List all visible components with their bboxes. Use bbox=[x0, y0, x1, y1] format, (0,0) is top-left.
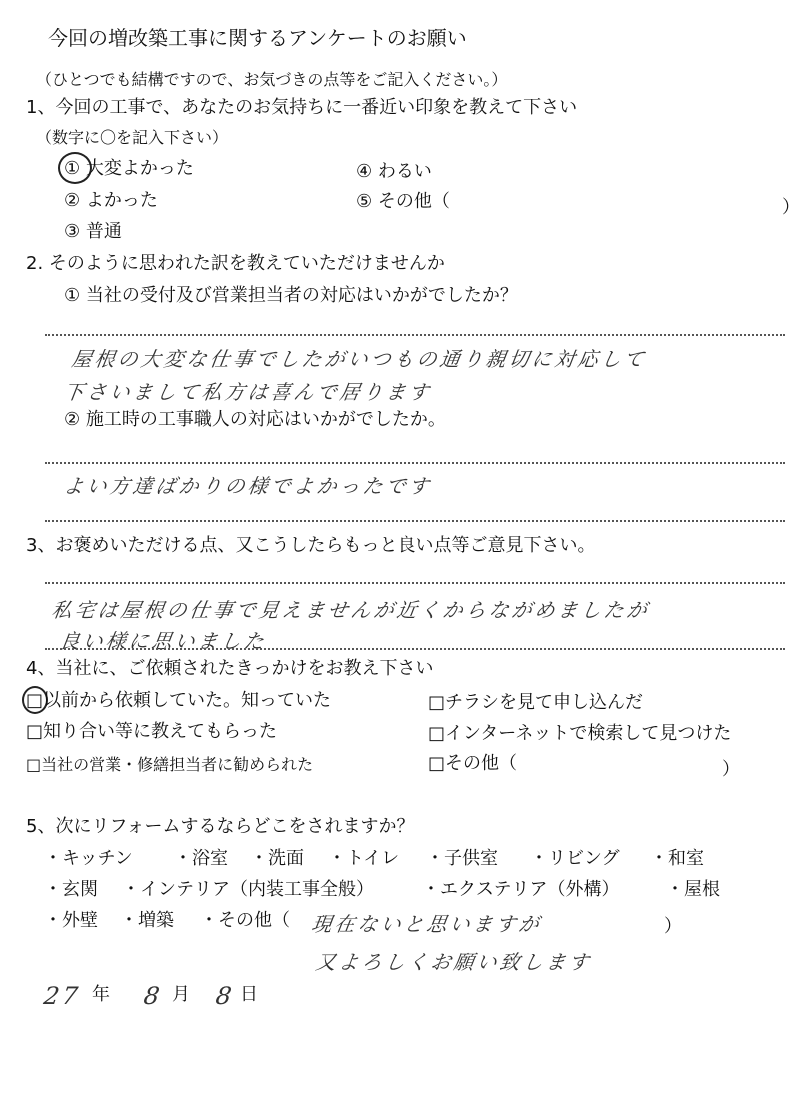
q4-option-2[interactable]: □チラシを見て申し込んだ bbox=[428, 692, 644, 713]
question-1: 1、今回の工事で、あなたのお気持ちに一番近い印象を教えて下さい bbox=[26, 97, 578, 118]
date-year-label: 年 bbox=[92, 984, 110, 1005]
q5-option-kitchen[interactable]: ・キッチン bbox=[44, 848, 133, 869]
question-5: 5、次にリフォームするならどこをされますか？ bbox=[26, 816, 415, 837]
answer-line bbox=[45, 520, 785, 522]
handwritten-answer-5-line-2: 又よろしくお願い致します bbox=[314, 950, 594, 974]
q5-option-entrance[interactable]: ・玄関 bbox=[44, 879, 98, 900]
date-day-label: 日 bbox=[240, 984, 258, 1005]
page-title: 今回の増改築工事に関するアンケートのお願い bbox=[48, 26, 467, 50]
question-2-sub-1: ① 当社の受付及び営業担当者の対応はいかがでしたか？ bbox=[64, 285, 518, 306]
handwritten-answer-3-line-2: 良い様に思いました bbox=[58, 629, 269, 653]
question-3: 3、お褒めいただける点、又こうしたらもっと良い点等ご意見下さい。 bbox=[26, 535, 596, 556]
q5-option-bath[interactable]: ・浴室 bbox=[174, 848, 228, 869]
question-4: 4、当社に、ご依頼されたきっかけをお教え下さい bbox=[26, 658, 434, 679]
q1-option-3[interactable]: ③ 普通 bbox=[64, 221, 122, 242]
q4-option-4[interactable]: □インターネットで検索して見つけた bbox=[428, 723, 732, 744]
q1-option-1[interactable]: ① 大変よかった bbox=[64, 158, 194, 179]
q4-option-3[interactable]: □知り合い等に教えてもらった bbox=[26, 721, 278, 742]
q5-option-japanese-room[interactable]: ・和室 bbox=[650, 848, 704, 869]
q5-option-toilet[interactable]: ・トイレ bbox=[328, 848, 400, 869]
q4-option-5[interactable]: □当社の営業・修繕担当者に勧められた bbox=[26, 755, 314, 774]
instruction-note: （ひとつでも結構ですので、お気づきの点等をご記入ください。） bbox=[36, 70, 508, 89]
handwritten-answer-5-line-1: 現在ないと思いますが bbox=[310, 912, 544, 936]
date-year-handwritten: 27 bbox=[42, 982, 83, 1010]
q5-option-exterior[interactable]: ・エクステリア（外構） bbox=[422, 879, 620, 900]
q4-option-1[interactable]: □以前から依頼していた。知っていた bbox=[26, 690, 332, 711]
answer-line bbox=[45, 648, 785, 650]
answer-line bbox=[45, 334, 785, 336]
handwritten-answer-3-line-1: 私宅は屋根の仕事で見えませんが近くからながめましたが bbox=[50, 598, 652, 622]
handwritten-answer-2-2: よい方達ばかりの様でよかったです bbox=[62, 474, 434, 498]
q5-option-roof[interactable]: ・屋根 bbox=[666, 879, 720, 900]
question-1-instruction: （数字に〇を記入下さい） bbox=[36, 128, 229, 147]
handwritten-answer-2-1-line-2: 下さいまして私方は喜んで居ります bbox=[62, 380, 434, 404]
answer-line bbox=[45, 582, 785, 584]
handwritten-answer-2-1-line-1: 屋根の大変な仕事でしたがいつもの通り親切に対応して bbox=[70, 347, 649, 371]
answer-line bbox=[45, 462, 785, 464]
q5-close-paren: ） bbox=[664, 916, 682, 937]
q5-option-interior[interactable]: ・インテリア（内装工事全般） bbox=[122, 879, 374, 900]
q1-close-paren: ） bbox=[782, 197, 800, 218]
q1-option-2[interactable]: ② よかった bbox=[64, 190, 158, 211]
q1-option-5[interactable]: ⑤ その他（ bbox=[356, 191, 450, 212]
question-2-sub-2: ② 施工時の工事職人の対応はいかがでしたか。 bbox=[64, 409, 446, 430]
q5-option-kids-room[interactable]: ・子供室 bbox=[426, 848, 498, 869]
question-2: 2. そのように思われた訳を教えていただけませんか bbox=[26, 253, 445, 274]
q5-option-outer-wall[interactable]: ・外壁 bbox=[44, 910, 98, 931]
q5-option-living[interactable]: ・リビング bbox=[530, 848, 620, 869]
q4-close-paren: ） bbox=[722, 759, 740, 780]
q5-option-extension[interactable]: ・増築 bbox=[120, 910, 174, 931]
q5-option-other[interactable]: ・その他（ bbox=[200, 910, 290, 931]
q5-option-washroom[interactable]: ・洗面 bbox=[250, 848, 304, 869]
date-day-handwritten: 8 bbox=[214, 982, 237, 1010]
date-month-label: 月 bbox=[172, 984, 190, 1005]
q1-option-4[interactable]: ④ わるい bbox=[356, 161, 432, 182]
q4-option-6[interactable]: □その他（ bbox=[428, 753, 518, 774]
date-month-handwritten: 8 bbox=[142, 982, 165, 1010]
